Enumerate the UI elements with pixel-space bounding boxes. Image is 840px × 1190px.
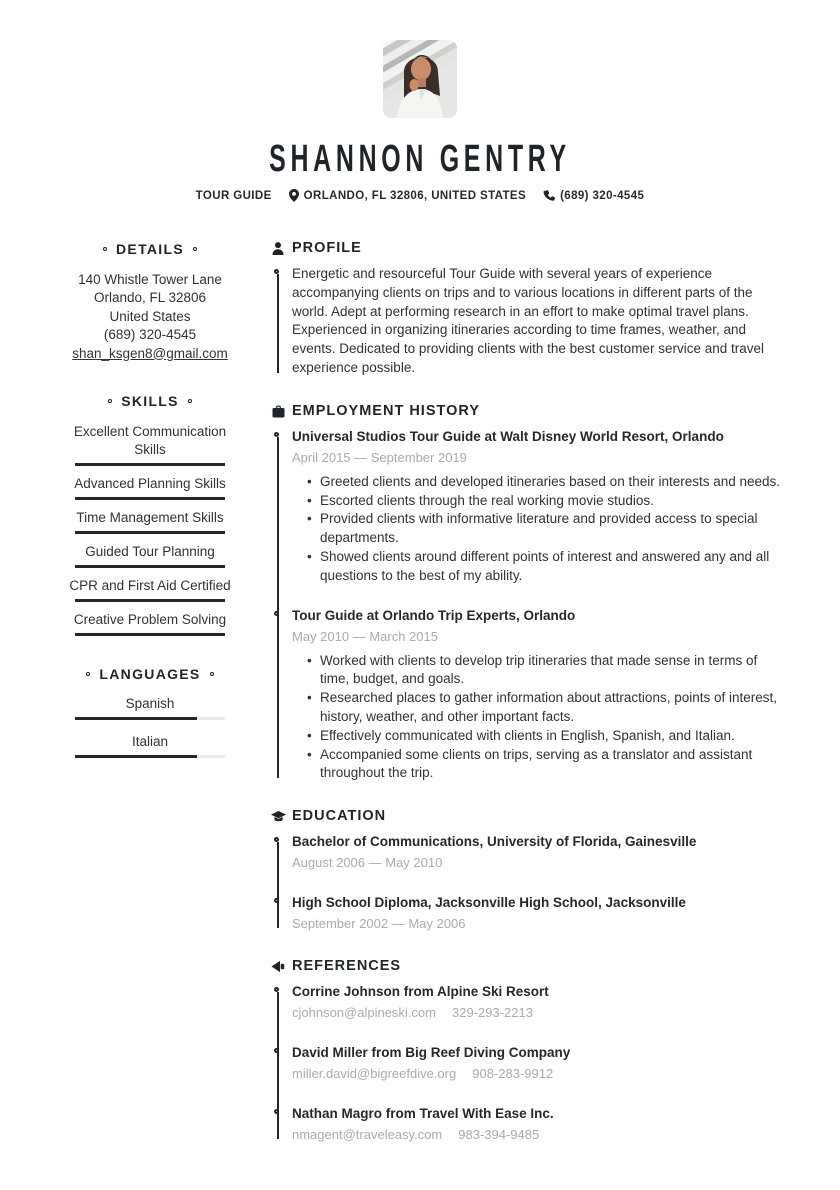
job-entry bbox=[292, 428, 790, 586]
skill-level-bar bbox=[75, 531, 225, 534]
megaphone-icon bbox=[264, 958, 292, 983]
graduation-cap-icon bbox=[264, 808, 292, 833]
skill-item bbox=[60, 577, 240, 602]
timeline-dot bbox=[274, 837, 279, 842]
address-line-1: 140 Whistle Tower Lane bbox=[78, 271, 222, 287]
education-title: EDUCATION bbox=[292, 808, 387, 825]
languages-section bbox=[60, 665, 240, 759]
details-section bbox=[60, 240, 240, 363]
skill-item bbox=[60, 509, 240, 534]
ring-ornament-icon bbox=[188, 399, 192, 403]
skill-label: Advanced Planning Skills bbox=[74, 475, 226, 491]
reference-phone: 329-293-2213 bbox=[452, 1005, 533, 1021]
phone-icon bbox=[543, 190, 555, 202]
profile-photo bbox=[383, 40, 457, 118]
address-line-2: Orlando, FL 32806 bbox=[93, 290, 207, 305]
skill-item bbox=[60, 475, 240, 500]
sidebar bbox=[60, 240, 240, 787]
bullet-item: • Greeted clients and developed itineraries based on their interests and needs. bbox=[320, 473, 790, 492]
reference-contact bbox=[292, 1064, 790, 1083]
language-level-bar bbox=[75, 717, 225, 720]
education-entry bbox=[292, 833, 790, 872]
employment-section bbox=[264, 403, 790, 783]
reference-name: Corrine Johnson from Alpine Ski Resort bbox=[292, 984, 549, 1000]
reference-entry bbox=[292, 1044, 790, 1083]
skill-item bbox=[60, 423, 240, 466]
skill-level-bar bbox=[75, 497, 225, 500]
reference-name: David Miller from Big Reef Diving Company bbox=[292, 1045, 571, 1061]
job-bullet-list bbox=[292, 473, 790, 586]
timeline-dot bbox=[274, 432, 279, 437]
reference-name: Nathan Magro from Travel With Ease Inc. bbox=[292, 1106, 554, 1122]
profile-entry bbox=[292, 265, 790, 378]
skill-level-bar bbox=[75, 565, 225, 568]
timeline-dot bbox=[274, 269, 279, 274]
employment-title: EMPLOYMENT HISTORY bbox=[292, 402, 480, 419]
details-heading bbox=[60, 240, 240, 259]
reference-email: cjohnson@alpineski.com bbox=[292, 1005, 436, 1021]
references-title: REFERENCES bbox=[292, 958, 402, 975]
timeline-dot bbox=[274, 987, 279, 992]
skill-level-bar bbox=[75, 633, 225, 636]
ring-ornament-icon bbox=[86, 672, 90, 676]
reference-contact bbox=[292, 1003, 790, 1022]
reference-phone: 983-394-9485 bbox=[458, 1127, 540, 1143]
skill-item bbox=[60, 611, 240, 636]
education-degree: Bachelor of Communications, University of Florida, Gainesville bbox=[292, 834, 697, 850]
timeline-rail bbox=[264, 983, 292, 1144]
person-icon bbox=[264, 240, 292, 265]
phone-text: (689) 320-4545 bbox=[560, 189, 645, 202]
language-item bbox=[60, 733, 240, 758]
reference-entry bbox=[292, 983, 790, 1022]
job-entry bbox=[292, 607, 790, 784]
bullet-item: • Effectively communicated with clients in English, Spanish, and Italian. bbox=[320, 727, 790, 746]
bullet-item: • Escorted clients through the real working movie studios. bbox=[320, 492, 790, 511]
language-label: Spanish bbox=[125, 696, 175, 711]
main-column bbox=[264, 240, 790, 1144]
skills-heading bbox=[60, 392, 240, 411]
candidate-name: SHANNON GENTRY bbox=[269, 136, 571, 180]
skill-level-bar bbox=[75, 463, 225, 466]
skill-label: CPR and First Aid Certified bbox=[69, 577, 231, 593]
timeline-dot bbox=[274, 1109, 279, 1114]
job-dates: April 2015 — September 2019 bbox=[292, 449, 467, 465]
education-entry bbox=[292, 894, 790, 933]
bullet-item: • Researched places to gather information about attractions, points of interest, history, weather, and other important facts. bbox=[320, 689, 790, 727]
timeline-rail bbox=[264, 265, 292, 378]
references-section bbox=[264, 958, 790, 1144]
profile-section bbox=[264, 240, 790, 378]
education-section bbox=[264, 808, 790, 933]
language-label: Italian bbox=[131, 734, 169, 749]
timeline-rail bbox=[264, 428, 292, 783]
timeline-dot bbox=[274, 1048, 279, 1053]
details-heading-label: DETAILS bbox=[116, 241, 184, 257]
ring-ornament-icon bbox=[103, 247, 107, 251]
bullet-item: • Provided clients with informative literature and provided access to special departments. bbox=[320, 510, 790, 548]
timeline-dot bbox=[274, 611, 279, 616]
skills-section bbox=[60, 392, 240, 636]
resume-header bbox=[0, 0, 840, 202]
resume-body bbox=[0, 202, 840, 1190]
address-country: United States bbox=[109, 308, 191, 324]
education-degree: High School Diploma, Jacksonville High School, Jacksonville bbox=[292, 895, 686, 911]
skill-label: Excellent Communication Skills bbox=[73, 423, 227, 457]
phone-contact bbox=[543, 190, 644, 202]
reference-email: miller.david@bigreefdive.org bbox=[292, 1066, 457, 1082]
education-dates: September 2002 — May 2006 bbox=[292, 916, 466, 932]
job-title: TOUR GUIDE bbox=[195, 189, 272, 202]
education-dates: August 2006 — May 2010 bbox=[292, 855, 443, 871]
timeline-rail bbox=[264, 833, 292, 933]
job-title-line: Tour Guide at Orlando Trip Experts, Orlando bbox=[292, 607, 576, 623]
skill-item bbox=[60, 543, 240, 568]
bullet-item: • Worked with clients to develop trip itineraries that made sense in terms of time, budget, and goals. bbox=[320, 652, 790, 690]
language-level-bar bbox=[75, 755, 225, 758]
contact-line bbox=[0, 189, 840, 202]
profile-photo-image bbox=[383, 40, 457, 118]
skill-label: Creative Problem Solving bbox=[73, 611, 227, 627]
language-item bbox=[60, 695, 240, 720]
skill-level-bar bbox=[75, 599, 225, 602]
ring-ornament-icon bbox=[193, 247, 197, 251]
reference-entry bbox=[292, 1105, 790, 1144]
ring-ornament-icon bbox=[108, 399, 112, 403]
languages-heading bbox=[60, 665, 240, 684]
skill-label: Guided Tour Planning bbox=[85, 543, 215, 559]
reference-email: nmagent@traveleasy.com bbox=[292, 1127, 443, 1143]
ring-ornament-icon bbox=[210, 672, 214, 676]
email-link[interactable]: shan_ksgen8@gmail.com bbox=[72, 345, 228, 361]
job-title-line: Universal Studios Tour Guide at Walt Disney World Resort, Orlando bbox=[292, 428, 724, 444]
location-pin-icon bbox=[289, 189, 299, 202]
job-dates: May 2010 — March 2015 bbox=[292, 628, 438, 644]
timeline-dot bbox=[274, 898, 279, 903]
briefcase-icon bbox=[264, 403, 292, 428]
reference-phone: 908-283-9912 bbox=[472, 1066, 554, 1082]
profile-text: Energetic and resourceful Tour Guide with several years of experience accompanying clients on trips and to various locations in different parts of the world. Adept at performing research in an effort to make optimal travel plans. Experienced in organizing itineraries according to time frames, weather, and events. Dedicated to providing clients with the best customer service and travel experience possible. bbox=[292, 266, 764, 375]
profile-title: PROFILE bbox=[292, 240, 362, 256]
bullet-item: • Showed clients around different points of interest and answered any and all questions to the best of my ability. bbox=[320, 548, 790, 586]
location-contact bbox=[289, 189, 526, 202]
location-text: ORLANDO, FL 32806, UNITED STATES bbox=[303, 189, 527, 202]
reference-contact bbox=[292, 1125, 790, 1144]
job-bullet-list bbox=[292, 652, 790, 784]
skill-label: Time Management Skills bbox=[76, 509, 224, 525]
details-phone: (689) 320-4545 bbox=[103, 327, 197, 342]
bullet-item: • Accompanied some clients on trips, serving as a translator and assistant throughout the trip. bbox=[320, 746, 790, 784]
languages-heading-label: LANGUAGES bbox=[99, 665, 201, 682]
skills-heading-label: SKILLS bbox=[121, 393, 179, 409]
